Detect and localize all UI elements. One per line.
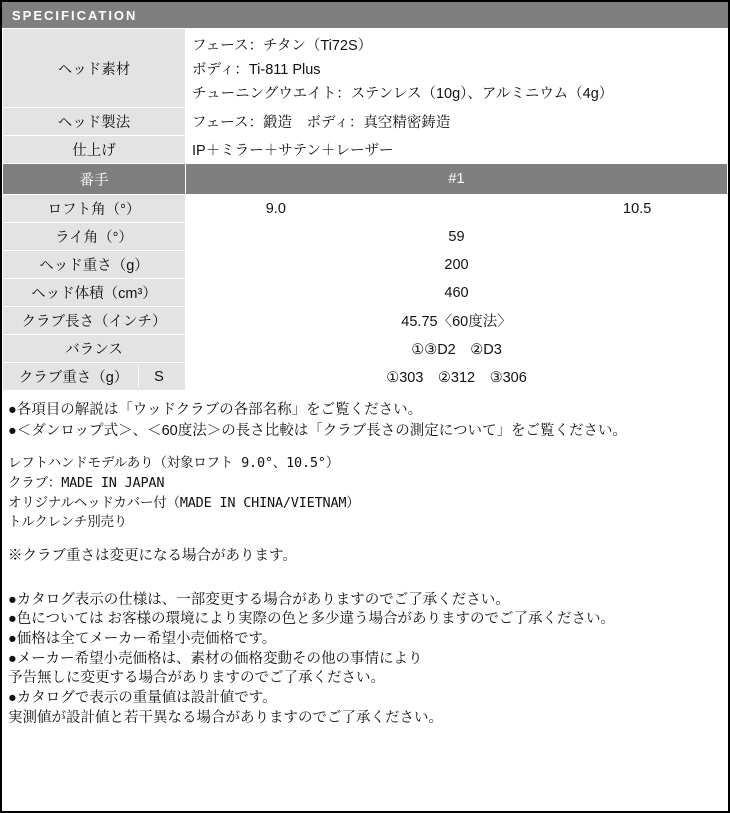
footer-note-5: 予告無しに変更する場合がありますのでご了承ください。	[8, 670, 385, 687]
row-label-head-construction: ヘッド製法	[3, 108, 186, 136]
row-value-head-material	[186, 29, 728, 108]
row-value-finish: IP＋ミラー＋サテン＋レーザー	[186, 136, 728, 164]
table-row-finish	[3, 136, 728, 164]
footer-note-6: ●カタログで表示の重量値は設計値です。	[8, 690, 277, 707]
row-label-balance: バランス	[3, 335, 186, 363]
notes-spacer-4	[8, 580, 722, 591]
mono-note-3: オリジナルヘッドカバー付（MADE IN CHINA/VIETNAM）	[8, 494, 360, 511]
footer-notes-block	[8, 591, 722, 729]
table-row-head-material	[3, 29, 728, 108]
row-value-head-volume: 460	[186, 279, 728, 307]
footer-note-3: ●価格は全てメーカー希望小売価格です。	[8, 630, 277, 647]
notes-section	[2, 391, 728, 729]
club-weight-label-text: クラブ重さ（g）	[18, 370, 129, 386]
row-value-loft-105: 10.5	[547, 195, 728, 223]
mono-note-1: レフトハンドモデルあり（対象ロフト 9.0°、10.5°）	[8, 455, 340, 472]
row-label-loft: ロフト角（°）	[3, 195, 186, 223]
note-bullet-1: ●各項目の解説は「ウッドクラブの各部名称」をご覧ください。	[8, 402, 423, 418]
specification-table	[2, 28, 728, 391]
row-value-loft-blank	[366, 195, 547, 223]
row-value-lie: 59	[186, 223, 728, 251]
row-value-head-weight: 200	[186, 251, 728, 279]
table-row-club-weight	[3, 363, 728, 391]
row-value-club-weight: ①303 ②312 ③306	[186, 363, 728, 391]
row-label-lie: ライ角（°）	[3, 223, 186, 251]
specification-title: SPECIFICATION	[12, 7, 138, 23]
footer-note-4: ●メーカー希望小売価格は、素材の価格変動その他の事情により	[8, 650, 423, 667]
table-row-head-volume	[3, 279, 728, 307]
row-label-head-weight: ヘッド重さ（g）	[3, 251, 186, 279]
row-label-club-weight	[3, 363, 186, 391]
row-value-club-number: #1	[186, 164, 728, 195]
specification-header	[2, 2, 728, 28]
head-material-line-2: ボディ：Ti-811 Plus	[192, 61, 321, 78]
row-label-head-volume: ヘッド体積（cm³）	[3, 279, 186, 307]
club-weight-flex-label: S	[154, 368, 164, 385]
mono-notes-block	[8, 454, 722, 533]
notes-spacer-1	[8, 441, 722, 454]
table-row-balance	[3, 335, 728, 363]
head-material-line-1: フェース：チタン（Ti72S）	[192, 37, 373, 54]
row-value-head-construction: フェース：鍛造 ボディ：真空精密鋳造	[186, 108, 728, 136]
notes-spacer-2	[8, 533, 722, 546]
footer-note-2: ●色については お客様の環境により実際の色と多少違う場合がありますのでご了承ください。	[8, 611, 615, 628]
notes-spacer-3	[8, 567, 722, 580]
table-row-loft	[3, 195, 728, 223]
head-material-line-3: チューニングウエイト：ステンレス（10g）、アルミニウム（4g）	[192, 85, 614, 102]
table-row-lie	[3, 223, 728, 251]
note-bullet-2: ●＜ダンロップ式＞、＜60度法＞の長さ比較は「クラブ長さの測定について」をご覧ください。	[8, 422, 627, 439]
row-value-balance: ①③D2 ②D3	[186, 335, 728, 363]
row-value-club-length: 45.75〈60度法〉	[186, 307, 728, 335]
table-row-head-weight	[3, 251, 728, 279]
row-label-club-number: 番手	[3, 164, 186, 195]
row-label-finish: 仕上げ	[3, 136, 186, 164]
table-row-head-construction	[3, 108, 728, 136]
row-label-club-length: クラブ長さ（インチ）	[3, 307, 186, 335]
table-row-club-number	[3, 164, 728, 195]
club-weight-change-note: ※クラブ重さは変更になる場合があります。	[8, 547, 297, 564]
mono-note-2: クラブ：MADE IN JAPAN	[8, 474, 165, 491]
row-label-head-material: ヘッド素材	[3, 29, 186, 108]
row-value-loft-9: 9.0	[186, 195, 367, 223]
mono-note-4: トルクレンチ別売り	[8, 514, 128, 531]
footer-note-7: 実測値が設計値と若干異なる場合がありますのでご了承ください。	[8, 709, 443, 726]
table-row-club-length	[3, 307, 728, 335]
footer-note-1: ●カタログ表示の仕様は、一部変更する場合がありますのでご了承ください。	[8, 591, 510, 608]
